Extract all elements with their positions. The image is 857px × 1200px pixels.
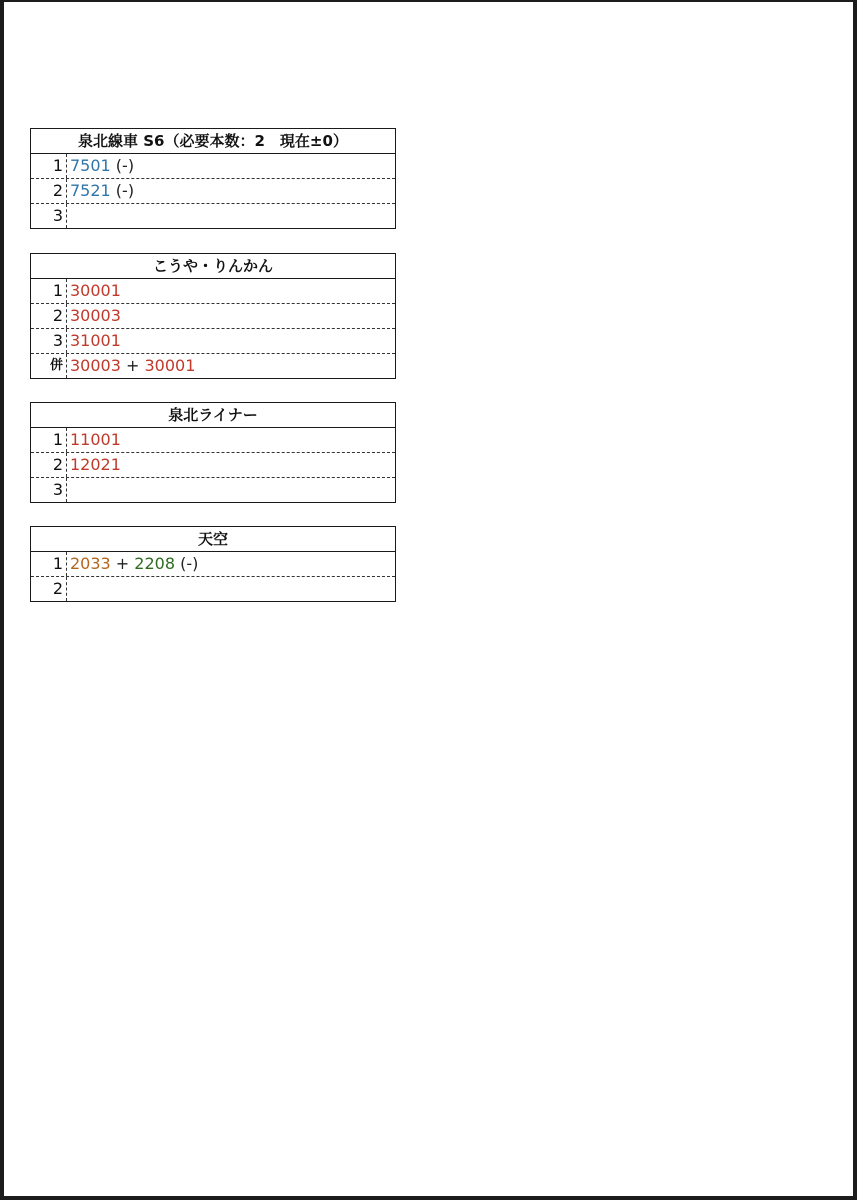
- row-value: [67, 179, 395, 203]
- car-number: 2033: [70, 554, 111, 573]
- car-number: 12021: [70, 455, 121, 474]
- table-title: こうや・りんかん: [31, 254, 395, 279]
- plus-sign: +: [110, 554, 135, 573]
- row-value: [67, 577, 395, 601]
- row-value: [67, 204, 395, 228]
- row-number: 3: [31, 204, 67, 228]
- table-row: [31, 329, 395, 354]
- car-number: 30001: [144, 356, 196, 375]
- car-number: 30001: [70, 281, 121, 300]
- table-row: [31, 154, 395, 179]
- row-value: [67, 428, 395, 452]
- table-koya-rinkan: [30, 253, 396, 379]
- plus-sign: +: [120, 356, 145, 375]
- table-row: [31, 354, 395, 378]
- table-row: [31, 204, 395, 228]
- table-row: [31, 428, 395, 453]
- car-number: 2208: [134, 554, 176, 573]
- car-number: 7501: [70, 156, 111, 175]
- car-number: 7521: [70, 181, 111, 200]
- row-number: 1: [31, 552, 67, 576]
- row-number: 2: [31, 179, 67, 203]
- row-value: [67, 354, 395, 378]
- row-number: 2: [31, 304, 67, 328]
- car-number: 31001: [70, 331, 121, 350]
- row-value: [67, 453, 395, 477]
- table-title: 泉北ライナー: [31, 403, 395, 428]
- table-title: 泉北線車 S6（必要本数：2 現在±0）: [31, 129, 395, 154]
- row-value: [67, 304, 395, 328]
- table-row: [31, 552, 395, 577]
- row-number: 2: [31, 453, 67, 477]
- table-row: [31, 304, 395, 329]
- table-row: [31, 478, 395, 502]
- document-page: [4, 2, 853, 1196]
- row-number: 1: [31, 428, 67, 452]
- row-number: 1: [31, 154, 67, 178]
- car-number: 30003: [70, 306, 121, 325]
- row-value: [67, 552, 395, 576]
- car-suffix: (-): [110, 181, 135, 200]
- table-row: [31, 577, 395, 601]
- table-row: [31, 453, 395, 478]
- row-number: 3: [31, 478, 67, 502]
- row-number: 1: [31, 279, 67, 303]
- row-number: 併: [31, 354, 67, 378]
- table-semboku-s6: [30, 128, 396, 229]
- row-number: 3: [31, 329, 67, 353]
- car-number: 11001: [70, 430, 121, 449]
- table-row: [31, 179, 395, 204]
- car-number: 30003: [70, 356, 121, 375]
- row-value: [67, 478, 395, 502]
- car-suffix: (-): [110, 156, 135, 175]
- table-title: 天空: [31, 527, 395, 552]
- row-value: [67, 329, 395, 353]
- table-semboku-liner: [30, 402, 396, 503]
- row-number: 2: [31, 577, 67, 601]
- row-value: [67, 279, 395, 303]
- table-row: [31, 279, 395, 304]
- row-value: [67, 154, 395, 178]
- table-tenku: [30, 526, 396, 602]
- car-suffix: (-): [175, 554, 199, 573]
